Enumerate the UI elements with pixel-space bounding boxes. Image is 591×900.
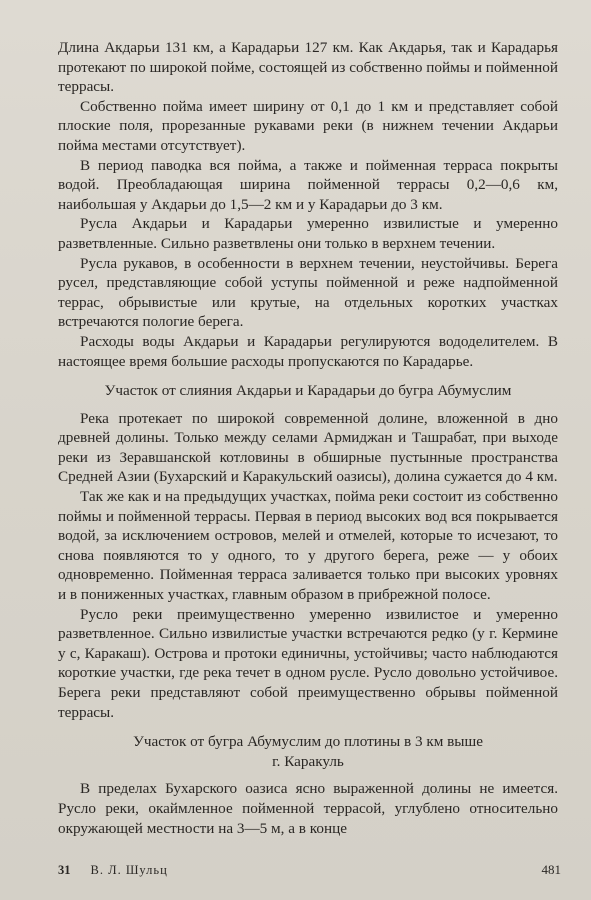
section-heading bbox=[58, 732, 558, 771]
paragraph: Так же как и на предыдущих участках, пойма реки состоит из собственно поймы и пойменной террасы. Первая в период высоких вод вся покрывается водой, за исключением островов, мелей и отмелей, которые то исчезают, то снова появляются то у одного, то у другого берега, реже — у обоих одновременно. Пойменная терраса заливается только при высоких уровнях и в пониженных участках, главным образом в прибрежной полосе. bbox=[58, 488, 558, 604]
paragraph: В период паводка вся пойма, а также и пойменная терраса покрыты водой. Преобладающая ширина пойменной террасы 0,2—0,6 км, наибольшая у Акдарьи до 1,5—2 км и у Карадарьи до 3 км. bbox=[58, 156, 558, 213]
page-text bbox=[58, 38, 558, 838]
paragraph: Собственно пойма имеет ширину от 0,1 до 1 км и представляет собой плоские поля, прорезанные рукавами реки (в нижнем течении Акдарьи пойма местами отсутствует). bbox=[58, 97, 558, 154]
paragraph: В пределах Бухарского оазиса ясно выраженной долины не имеется. Русло реки, окаймленное пойменной террасой, углублено относительно окружающей местности на 3—5 м, а в конце bbox=[58, 780, 558, 837]
author-name: В. Л. Шульц bbox=[90, 862, 168, 877]
section-heading: Участок от слияния Акдарьи и Карадарьи до бугра Абумуслим bbox=[104, 382, 512, 400]
paragraph: Река протекает по широкой современной долине, вложенной в дно древней долины. Только между селами Армиджан и Ташрабат, при выходе реки из Зеравшанской котловины в обширные пустынные пространства Средней Азии (Бухарский и Каракульский оазисы), долина сужается до 4 км. bbox=[58, 409, 558, 486]
paragraph: Русла рукавов, в особенности в верхнем течении, неустойчивы. Берега русел, представляющие собой уступы пойменной и реже надпойменной террас, обрывистые или крутые, на отдельных коротких участках встречаются пологие берега. bbox=[58, 254, 558, 331]
section-heading-line: Участок от бугра Абумуслим до плотины в 3 км выше bbox=[133, 733, 483, 751]
signature-mark: 31 bbox=[58, 862, 71, 877]
paragraph: Русло реки преимущественно умеренно извилистое и умеренно разветвленное. Сильно извилистые участки встречаются редко (у г. Кермине у с, Каракаш). Острова и протоки единичны, устойчивы; часто наблюдаются короткие участки, где река течет в одном русле. Русло довольно устойчивое. Берега реки представляют собой преимущественно обрывы пойменной террасы. bbox=[58, 605, 558, 721]
page-number: 481 bbox=[541, 862, 561, 877]
paragraph: Длина Акдарьи 131 км, а Карадарьи 127 км. Как Акдарья, так и Карадарья протекают по широкой пойме, состоящей из собственно поймы и пойменной террасы. bbox=[58, 39, 558, 96]
paragraph: Русла Акдарьи и Карадарьи умеренно извилистые и умеренно разветвленные. Сильно разветвлены они только в верхнем течении. bbox=[58, 215, 558, 252]
page-footer bbox=[58, 862, 561, 878]
paragraph: Расходы воды Акдарьи и Карадарьи регулируются вододелителем. В настоящее время большие расходы пропускаются по Карадарье. bbox=[58, 332, 558, 370]
section-heading-line: г. Каракуль bbox=[272, 752, 344, 770]
